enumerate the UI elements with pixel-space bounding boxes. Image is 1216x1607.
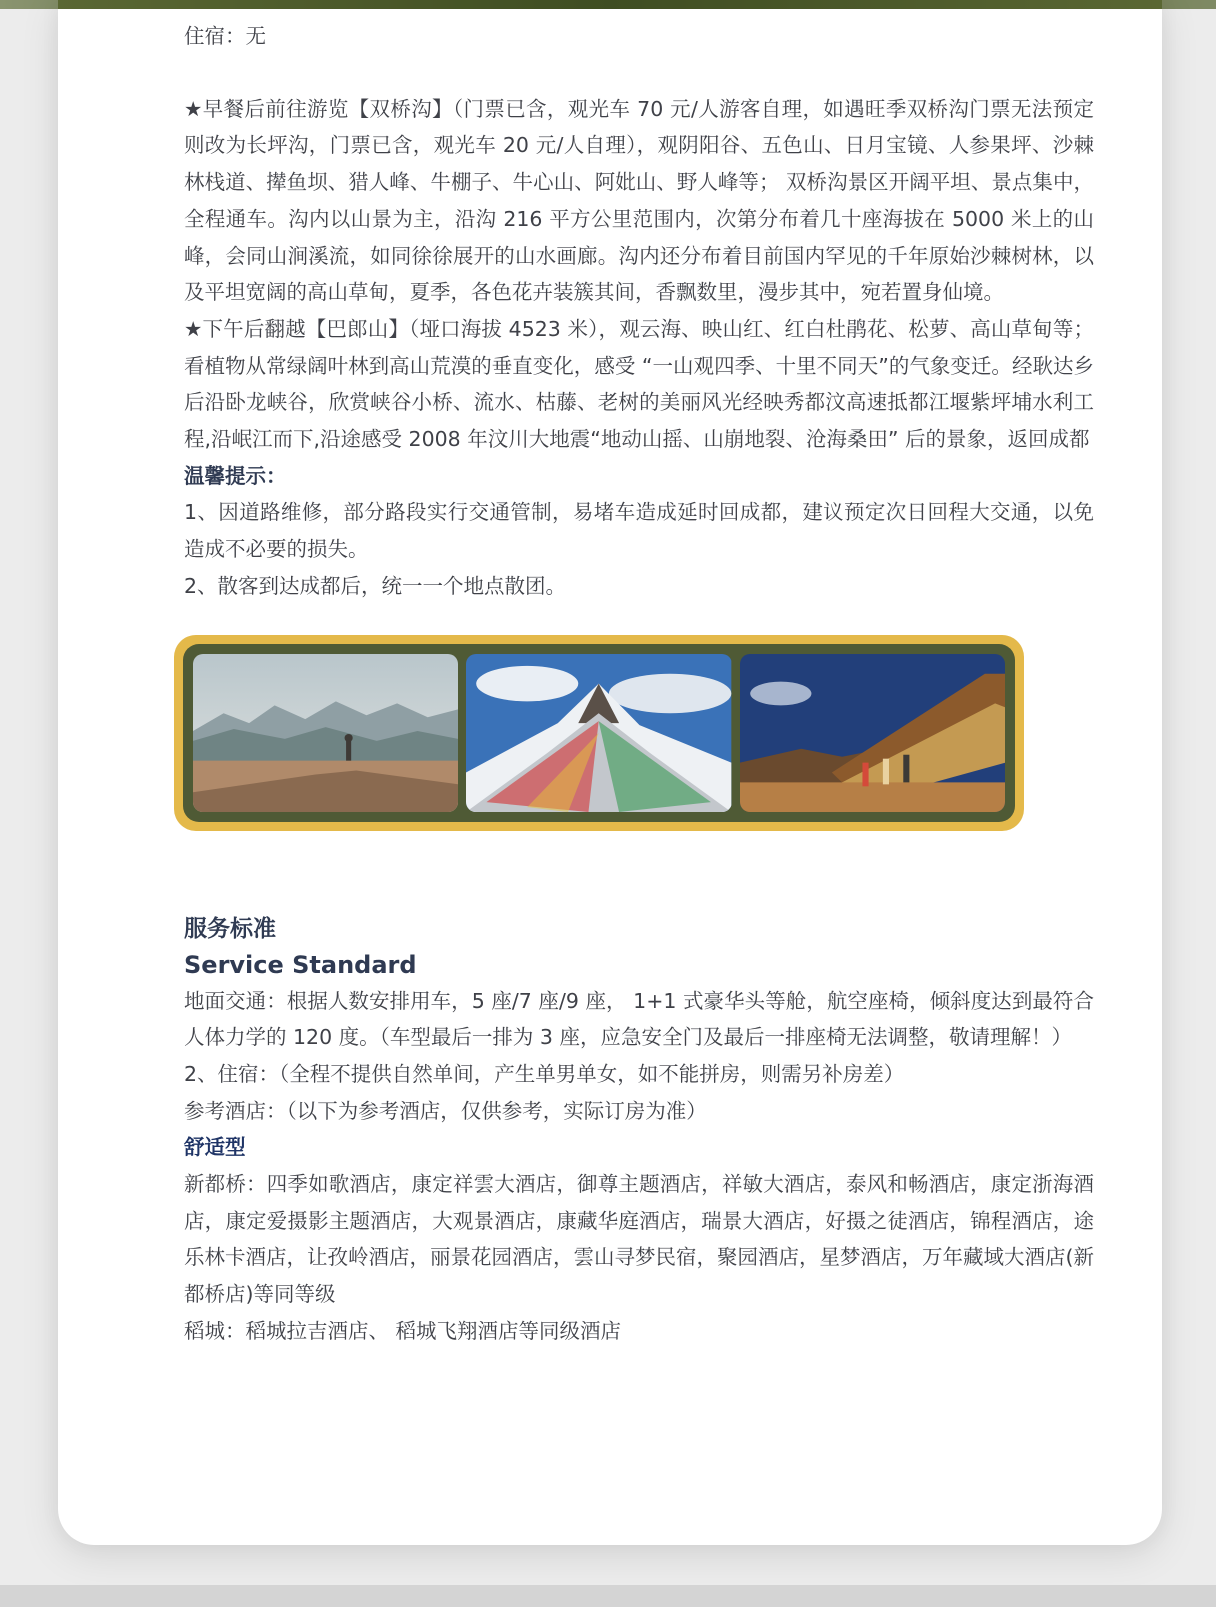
service-transport: 地面交通：根据人数安排用车，5 座/7 座/9 座， 1+1 式豪华头等舱，航空座椅，倾斜度达到最符合人体力学的 120 度。（车型最后一排为 3 座，应急安全门及最后一排座椅无法调整，敬请理解！）	[184, 988, 1094, 1050]
mountain-hiker-photo	[193, 654, 458, 812]
header-strip	[58, 0, 1162, 9]
photo-gallery	[174, 635, 1024, 831]
lodging-line: 住宿：无	[184, 24, 266, 48]
tip-item-1: 1、因道路维修，部分路段实行交通管制，易堵车造成延时回成都，建议预定次日回程大交通，以免造成不必要的损失。	[184, 500, 1094, 562]
service-reference: 参考酒店：（以下为参考酒店，仅供参考，实际订房为准）	[184, 1098, 707, 1123]
service-title-en: Service Standard	[184, 950, 417, 979]
tips-title: 温馨提示：	[184, 463, 287, 488]
bottom-shade	[0, 1585, 1216, 1607]
prayer-flag-peak-photo	[466, 654, 731, 812]
tip-item-2: 2、散客到达成都后，统一一个地点散团。	[184, 573, 567, 598]
morning-description: ★早餐后前往游览【双桥沟】（门票已含，观光车 70 元/人游客自理，如遇旺季双桥沟门票无法预定则改为长坪沟，门票已含，观光车 20 元/人自理），观阴阳谷、五色山、日月宝镜、人参果坪、沙棘林栈道、撵鱼坝、猎人峰、牛棚子、牛心山、阿妣山、野人峰等； 双桥沟景区开阔平坦、景点集中，全程通车。沟内以山景为主，沿沟 216 平方公里范围内，次第分布着几十座海拔在 5000 米上的山峰，会同山涧溪流，如同徐徐展开的山水画廊。沟内还分布着目前国内罕见的千年原始沙棘树林，以及平坦宽阔的高山草甸，夏季，各色花卉装簇其间，香飘数里，漫步其中，宛若置身仙境。	[184, 96, 1094, 305]
itinerary-card	[58, 0, 1162, 1545]
afternoon-description: ★下午后翻越【巴郎山】（垭口海拔 4523 米），观云海、映山红、红白杜鹃花、松萝、高山草甸等；看植物从常绿阔叶林到高山荒漠的垂直变化，感受 “一山观四季、十里不同天”的气象变迁。经耿达乡后沿卧龙峡谷，欣赏峡谷小桥、流水、枯藤、老树的美丽风光经映秀都汶高速抵都江堰紫坪埔水利工程,沿岷江而下,沿途感受 2008 年汶川大地震“地动山摇、山崩地裂、沧海桑田” 后的景象，返回成都	[184, 316, 1094, 452]
hotels-xinduqiao: 新都桥：四季如歌酒店，康定祥雲大酒店，御尊主题酒店，祥敏大酒店，泰风和畅酒店，康定浙海酒店，康定爱摄影主题酒店，大观景酒店，康藏华庭酒店，瑞景大酒店，好摄之徒酒店，锦程酒店，途乐林卡酒店，让孜岭酒店，丽景花园酒店，雲山寻梦民宿，聚园酒店，星梦酒店，万年藏域大酒店(新都桥店)等同等级	[184, 1172, 1094, 1307]
gallery-inner	[183, 644, 1015, 822]
hotels-daocheng: 稻城：稻城拉吉酒店、 稻城飞翔酒店等同级酒店	[184, 1318, 622, 1343]
prayer-wheel-corridor-photo	[740, 654, 1005, 812]
card-content	[184, 18, 1094, 1350]
service-lodging: 2、住宿：（全程不提供自然单间，产生单男单女，如不能拼房，则需另补房差）	[184, 1061, 905, 1086]
service-title-cn: 服务标准	[184, 915, 276, 942]
comfort-title: 舒适型	[184, 1135, 246, 1160]
